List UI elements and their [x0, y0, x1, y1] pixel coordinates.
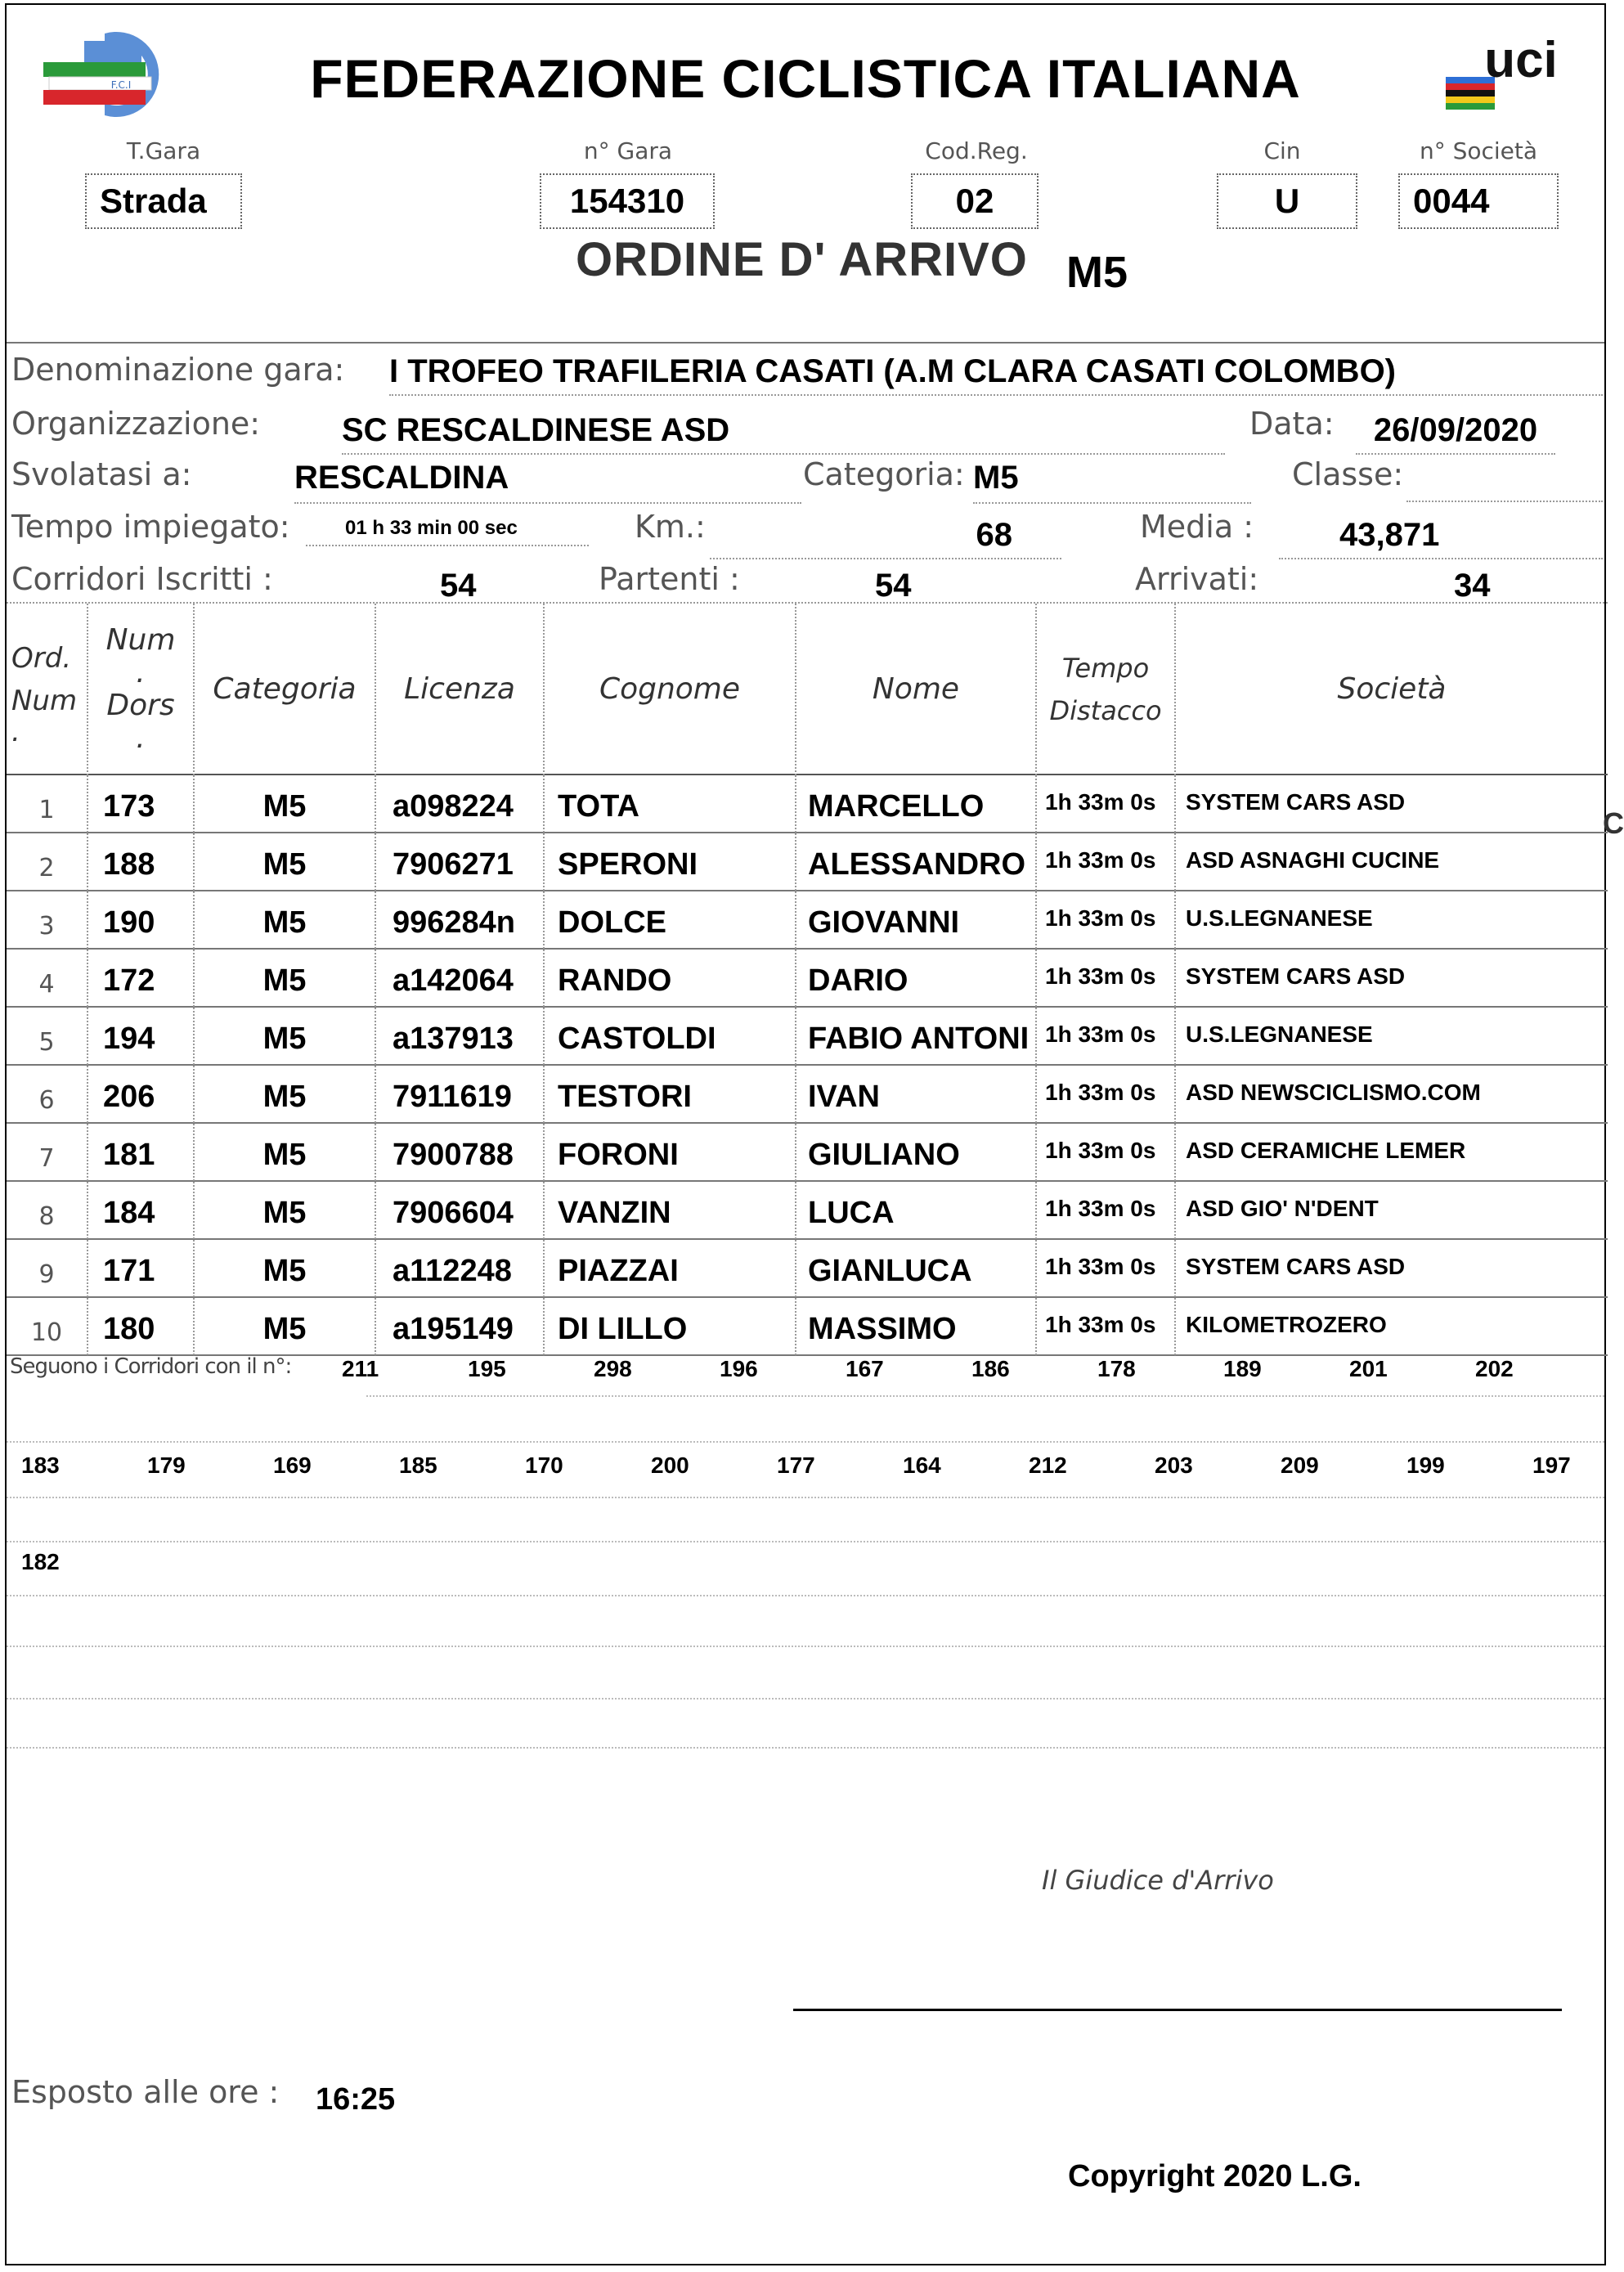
table-body	[7, 775, 1608, 1356]
cell-ord: 2	[7, 833, 88, 891]
cell-dorsale: 180	[88, 1298, 195, 1355]
cell-nome: FABIO ANTONI	[796, 1008, 1037, 1065]
cell-categoria: M5	[195, 1008, 376, 1065]
table-row	[7, 775, 1608, 833]
data-label: Data:	[1249, 406, 1335, 442]
seguono-number: 179	[147, 1453, 186, 1478]
header-tempo-line2: Distacco	[1049, 695, 1162, 726]
seguono-number: 298	[594, 1356, 632, 1381]
cell-licenza: 7911619	[376, 1066, 545, 1123]
cell-cognome: TESTORI	[545, 1066, 796, 1123]
edge-char: C	[1603, 806, 1624, 840]
cell-licenza: a098224	[376, 775, 545, 833]
header-tempo	[1037, 604, 1176, 775]
tempo-value: 01 h 33 min 00 sec	[306, 512, 589, 546]
cell-tempo: 1h 33m 0s	[1037, 950, 1176, 1007]
cell-categoria: M5	[195, 1124, 376, 1181]
fci-logo-text: F.C.I	[110, 79, 132, 91]
cell-ord: 6	[7, 1066, 88, 1123]
n-gara-value: 154310	[540, 173, 715, 229]
header-tempo-line1: Tempo	[1061, 653, 1150, 684]
n-societa-value: 0044	[1398, 173, 1559, 229]
cell-licenza: a195149	[376, 1298, 545, 1355]
cell-ord: 4	[7, 950, 88, 1007]
table-row	[7, 1124, 1608, 1182]
cell-categoria: M5	[195, 950, 376, 1007]
cell-nome: GIANLUCA	[796, 1240, 1037, 1297]
cell-dorsale: 194	[88, 1008, 195, 1065]
cell-societa: ASD NEWSCICLISMO.COM	[1186, 1080, 1481, 1105]
iscritti-label: Corridori Iscritti :	[11, 561, 273, 597]
cell-tempo: 1h 33m 0s	[1037, 1124, 1176, 1181]
cell-nome: MARCELLO	[796, 775, 1037, 833]
results-sheet	[5, 3, 1624, 2265]
cell-societa: U.S.LEGNANESE	[1186, 905, 1373, 931]
partenti-label: Partenti :	[599, 561, 740, 597]
seguono-number: 201	[1349, 1356, 1388, 1381]
organizzazione-value: SC RESCALDINESE ASD	[342, 407, 1225, 455]
seguono-label: Seguono i Corridori con il n°:	[10, 1354, 292, 1379]
cell-categoria: M5	[195, 1240, 376, 1297]
cod-reg-value: 02	[911, 173, 1039, 229]
cell-nome: IVAN	[796, 1066, 1037, 1123]
seguono-number: 197	[1532, 1453, 1571, 1478]
cell-dorsale: 206	[88, 1066, 195, 1123]
header-dors-line3: Dors	[106, 689, 175, 722]
cell-nome: GIOVANNI	[796, 891, 1037, 949]
cell-societa: ASD GIO' N'DENT	[1186, 1196, 1379, 1221]
seguono-number: 169	[273, 1453, 312, 1478]
svolatasi-label: Svolatasi a:	[11, 456, 192, 492]
esposto-label: Esposto alle ore :	[11, 2074, 280, 2110]
seguono-number: 170	[525, 1453, 563, 1478]
seguono-number: 186	[971, 1356, 1010, 1381]
cell-categoria: M5	[195, 891, 376, 949]
header-dors-line2: .	[136, 656, 146, 689]
seguono-number: 183	[21, 1453, 60, 1478]
cell-tempo: 1h 33m 0s	[1037, 1240, 1176, 1297]
seguono-number: 195	[468, 1356, 506, 1381]
giudice-label: Il Giudice d'Arrivo	[1042, 1865, 1274, 1896]
cell-cognome: RANDO	[545, 950, 796, 1007]
cell-societa: U.S.LEGNANESE	[1186, 1022, 1373, 1047]
cell-societa: SYSTEM CARS ASD	[1186, 789, 1406, 815]
seguono-number: 196	[720, 1356, 758, 1381]
cell-tempo: 1h 33m 0s	[1037, 1008, 1176, 1065]
header-ord-num	[7, 604, 88, 775]
cell-cognome: TOTA	[545, 775, 796, 833]
header-ord-line1: Ord.	[11, 642, 72, 675]
cell-cognome: DI LILLO	[545, 1298, 796, 1355]
cell-categoria: M5	[195, 775, 376, 833]
t-gara-value: Strada	[85, 173, 242, 229]
seguono-number: 199	[1406, 1453, 1445, 1478]
esposto-value: 16:25	[316, 2082, 396, 2117]
cell-licenza: a137913	[376, 1008, 545, 1065]
iscritti-value: 54	[440, 568, 477, 604]
cell-cognome: FORONI	[545, 1124, 796, 1181]
cin-label: Cin	[1263, 137, 1301, 164]
header-cognome: Cognome	[545, 604, 796, 775]
classe-value	[1406, 453, 1603, 502]
seguono-number: 178	[1097, 1356, 1136, 1381]
cell-dorsale: 172	[88, 950, 195, 1007]
header-ord-line3: .	[11, 716, 20, 748]
km-value: 68	[710, 512, 1061, 559]
cell-nome: LUCA	[796, 1182, 1037, 1239]
cell-cognome: CASTOLDI	[545, 1008, 796, 1065]
copyright: Copyright 2020 L.G.	[1068, 2159, 1362, 2193]
cell-categoria: M5	[195, 1298, 376, 1355]
cell-tempo: 1h 33m 0s	[1037, 775, 1176, 833]
cell-societa: ASD ASNAGHI CUCINE	[1186, 847, 1440, 873]
cell-cognome: SPERONI	[545, 833, 796, 891]
cell-nome: GIULIANO	[796, 1124, 1037, 1181]
denominazione-label: Denominazione gara:	[11, 352, 345, 388]
denominazione-value: I TROFEO TRAFILERIA CASATI (A.M CLARA CASATI COLOMBO)	[389, 348, 1603, 396]
table-row	[7, 1008, 1608, 1066]
header-categoria: Categoria	[195, 604, 376, 775]
table-row	[7, 950, 1608, 1008]
seguono-number: 167	[846, 1356, 884, 1381]
data-value: 26/09/2020	[1356, 407, 1555, 455]
cell-categoria: M5	[195, 1182, 376, 1239]
cell-dorsale: 181	[88, 1124, 195, 1181]
cell-categoria: M5	[195, 1066, 376, 1123]
seguono-number: 209	[1281, 1453, 1319, 1478]
cell-ord: 10	[7, 1298, 88, 1355]
seguono-number: 211	[342, 1356, 379, 1381]
categoria-value: M5	[973, 453, 1251, 504]
cell-categoria: M5	[195, 833, 376, 891]
cell-cognome: PIAZZAI	[545, 1240, 796, 1297]
uci-logo-text: uci	[1484, 32, 1558, 88]
cell-ord: 7	[7, 1124, 88, 1181]
cell-societa: ASD CERAMICHE LEMER	[1186, 1138, 1466, 1163]
cell-tempo: 1h 33m 0s	[1037, 891, 1176, 949]
seguono-number: 185	[399, 1453, 437, 1478]
header-licenza: Licenza	[376, 604, 545, 775]
classe-label: Classe:	[1292, 456, 1404, 492]
ordine-arrivo-category: M5	[1066, 248, 1128, 297]
cell-dorsale: 171	[88, 1240, 195, 1297]
cin-value: U	[1217, 173, 1357, 229]
header-dors-line4: .	[136, 721, 146, 755]
partenti-value: 54	[875, 568, 912, 604]
km-label: Km.:	[635, 509, 706, 545]
table-row	[7, 1182, 1608, 1240]
cell-dorsale: 190	[88, 891, 195, 949]
cell-dorsale: 184	[88, 1182, 195, 1239]
cell-licenza: a112248	[376, 1240, 545, 1297]
media-label: Media :	[1140, 509, 1254, 545]
header-ord-line2: Num	[11, 685, 78, 717]
header-dors-line1: Num	[105, 623, 176, 657]
cell-ord: 8	[7, 1182, 88, 1239]
cell-licenza: 7906271	[376, 833, 545, 891]
federation-title: FEDERAZIONE CICLISTICA ITALIANA	[310, 48, 1301, 109]
seguono-number: 177	[777, 1453, 815, 1478]
cell-societa: SYSTEM CARS ASD	[1186, 1254, 1406, 1279]
seguono-number: 202	[1475, 1356, 1514, 1381]
seguono-number: 212	[1029, 1453, 1067, 1478]
cell-ord: 5	[7, 1008, 88, 1065]
cell-licenza: 996284n	[376, 891, 545, 949]
header-societa: Società	[1337, 672, 1447, 706]
t-gara-label: T.Gara	[126, 137, 201, 164]
cell-ord: 9	[7, 1240, 88, 1297]
cell-ord: 1	[7, 775, 88, 833]
cell-tempo: 1h 33m 0s	[1037, 1066, 1176, 1123]
table-row	[7, 833, 1608, 891]
table-header	[7, 602, 1608, 775]
organizzazione-label: Organizzazione:	[11, 406, 261, 442]
cell-cognome: VANZIN	[545, 1182, 796, 1239]
results-table	[7, 602, 1608, 1356]
cell-tempo: 1h 33m 0s	[1037, 833, 1176, 891]
table-row	[7, 1066, 1608, 1124]
cell-tempo: 1h 33m 0s	[1037, 1298, 1176, 1355]
signature-line	[793, 2009, 1562, 2011]
seguono-number: 200	[651, 1453, 689, 1478]
cell-licenza: 7900788	[376, 1124, 545, 1181]
cell-licenza: 7906604	[376, 1182, 545, 1239]
cell-nome: MASSIMO	[796, 1298, 1037, 1355]
cell-tempo: 1h 33m 0s	[1037, 1182, 1176, 1239]
cod-reg-label: Cod.Reg.	[925, 137, 1028, 164]
seguono-number: 164	[903, 1453, 941, 1478]
n-societa-label: n° Società	[1419, 137, 1538, 164]
header-num-dors	[88, 604, 195, 775]
cell-licenza: a142064	[376, 950, 545, 1007]
cell-nome: DARIO	[796, 950, 1037, 1007]
media-value: 43,871	[1279, 512, 1603, 559]
table-row	[7, 1240, 1608, 1298]
seguono-number: 203	[1155, 1453, 1193, 1478]
tempo-label: Tempo impiegato:	[11, 509, 290, 545]
seguono-number: 182	[21, 1549, 60, 1574]
svolatasi-value: RESCALDINA	[294, 453, 801, 504]
table-row	[7, 891, 1608, 950]
seguono-number: 189	[1223, 1356, 1262, 1381]
cell-dorsale: 173	[88, 775, 195, 833]
cell-ord: 3	[7, 891, 88, 949]
n-gara-label: n° Gara	[583, 137, 673, 164]
ordine-arrivo-title: ORDINE D' ARRIVO	[576, 233, 1028, 286]
arrivati-label: Arrivati:	[1135, 561, 1259, 597]
cell-societa: SYSTEM CARS ASD	[1186, 963, 1406, 989]
header-nome: Nome	[796, 604, 1037, 775]
arrivati-value: 34	[1454, 568, 1491, 604]
cell-dorsale: 188	[88, 833, 195, 891]
cell-cognome: DOLCE	[545, 891, 796, 949]
categoria-label: Categoria:	[803, 456, 965, 492]
table-row	[7, 1298, 1608, 1356]
cell-nome: ALESSANDRO	[796, 833, 1037, 891]
cell-societa: KILOMETROZERO	[1186, 1312, 1387, 1337]
